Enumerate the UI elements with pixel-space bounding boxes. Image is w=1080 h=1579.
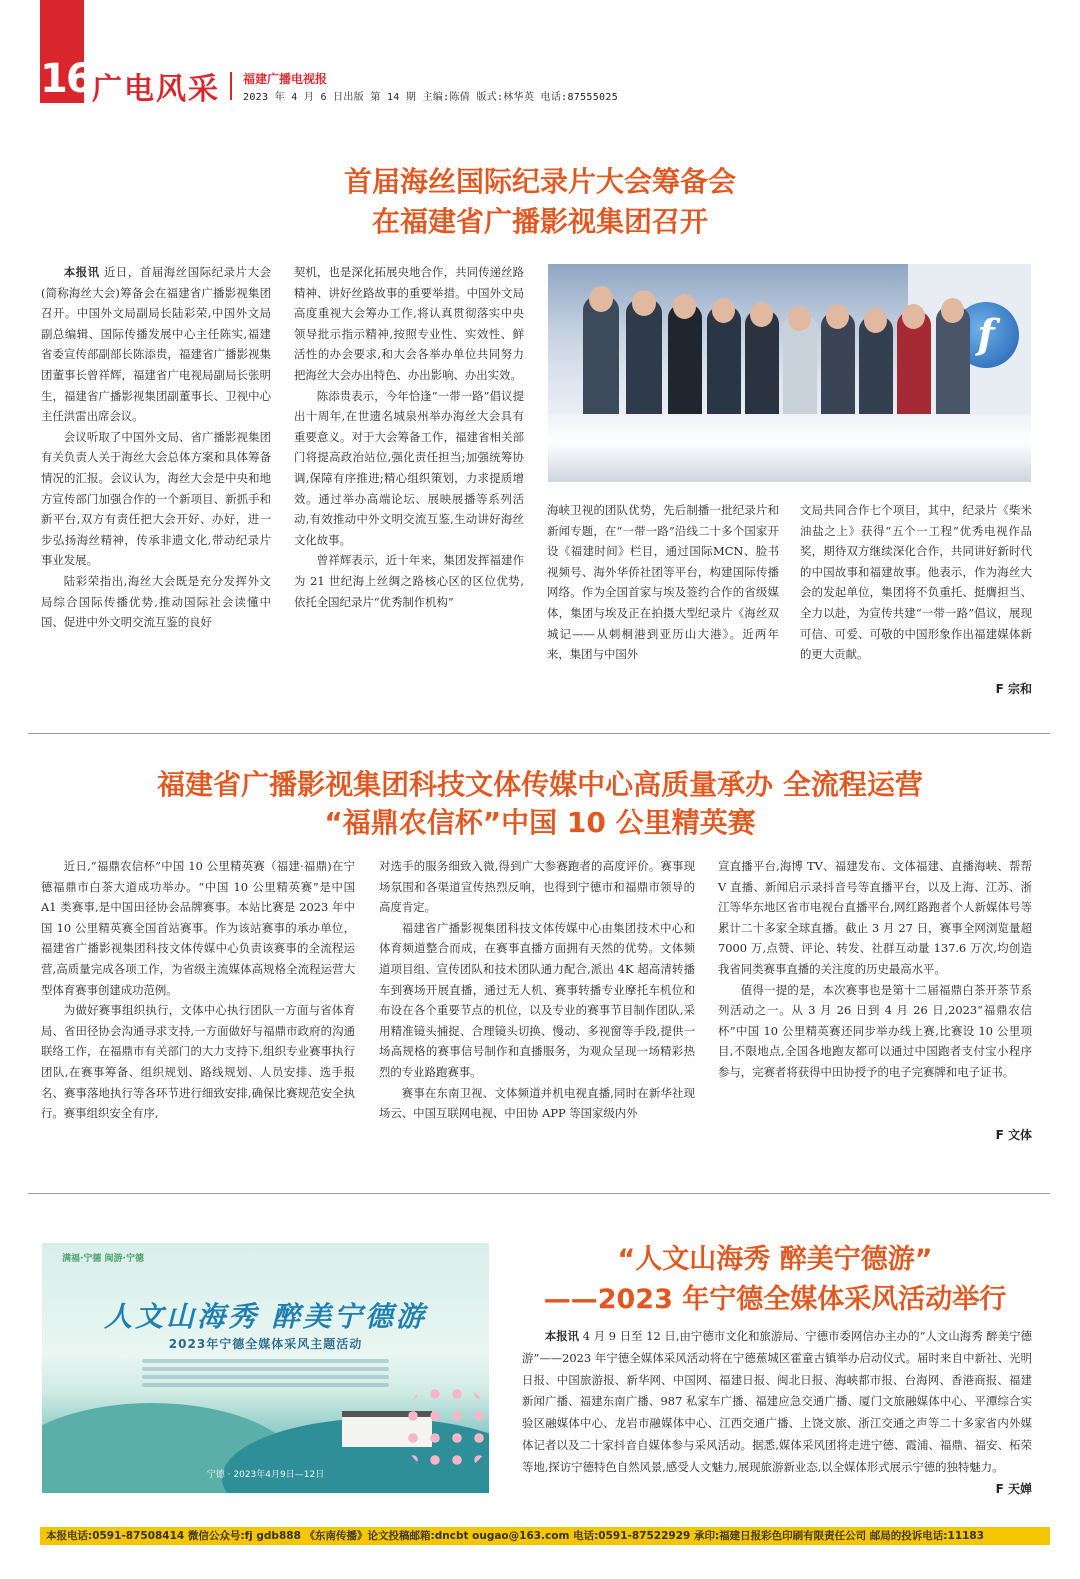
article2-col2-p1: 对选手的服务细致入微,得到广大参赛跑者的高度评价。赛事现场氛围和各渠道宣传热烈反响，也得到宁德市和福鼎市领导的高度肯定。 [379,859,695,915]
article1-byline: F 宗和 [995,682,1032,696]
article2-col2 [379,856,695,1124]
section-divider-2 [28,1193,1050,1194]
news-desk [548,414,1031,482]
article3-title-line1: “人文山海秀 醉美宁德游” [617,1244,933,1275]
poster-organizer-lines [142,1355,389,1391]
article1-title [140,162,940,242]
article2-col3-p1: 宣直播平台,海博 TV、福建发布、文体福建、直播海峡、帮帮 V 直播、新闻启示录抖音号等直播平台，以及上海、江苏、浙江等华东地区省市电视台直播平台,网红路跑者个人新媒体号等累计二十多家全球直播。截止 3 月 27 日，赛事全网浏览量超 7000 万,点赞、评论、转发、社群互动量 137.6 万次,均创造我省同类赛事直播的关注度的历史最高水平。 [718,859,1032,976]
page-number: 16 [40,56,92,102]
section-divider-1 [28,733,1050,734]
ningde-poster-image [42,1243,489,1493]
article2-title [60,766,1020,842]
article3-title-line2: ——2023 年宁德全媒体采风活动举行 [543,1284,1007,1315]
article3-body: 本报讯 4 月 9 日至 12 日,由宁德市文化和旅游局、宁德市委网信办主办的“人文山海秀 醉美宁德游”——2023 年宁德全媒体采风活动将在宁德蕉城区霍童古镇举办启动仪式。届时来自中新社、光明日报、中国旅游报、新华网、中国网、福建日报、闽北日报、海峡都市报、台海网、香港商报、福建新闻广播、福建东南广播、987 私家车广播、福建应急交通广播、厦门文旅融媒体中心、平潭综合实验区融媒体中心、龙岩市融媒体中心、江西交通广播、上饶文旅、浙江交通之声等二十多家省内外媒体记者以及二十家抖音自媒体参与采风活动。据悉,媒体采风团将走进宁德、霞浦、福鼎、福安、柘荣等地,探访宁德特色自然风景,感受人文魅力,展现旅游新业态,以全媒体形式展示宁德的独特魅力。 [522,1329,1032,1474]
article2-byline: F 文体 [995,1128,1032,1142]
article1-col2-p2: 陈添贵表示，今年恰逢“一带一路”倡议提出十周年,在世遗名城泉州举办海丝大会具有重要意义。对于大会筹备工作，福建省相关部门将提高政治站位,强化责任担当;加强统筹协调,保障有序推进;精心组织策划，力求提质增效。通过举办高端论坛、展映展播等系列活动,有效推动中外文明交流互鉴,生动讲好海丝文化故事。 [294,388,524,547]
article1-col1-p1: 本报讯 近日，首届海丝国际纪录片大会(简称海丝大会)筹备会在福建省广播影视集团召开。中国外文局副局长陆彩荣,中国外文局副总编辑、国际传播发展中心主任陈实,福建省委宣传部副部长陈添贵，福建省广播影视集团董事长曾祥辉，福建省广电视局副局长张明生，福建省广播影视集团副董事长、卫视中心主任洪雷出席会议。 [41,265,271,424]
article2-col3 [718,856,1032,1083]
issue-meta: 2023 年 4 月 6 日出版 第 14 期 主编:陈倩 版式:林华英 电话:87555025 [243,92,619,103]
article2-title-line2: “福鼎农信杯”中国 10 公里精英赛 [324,806,756,839]
article1-lead: 本报讯 [63,265,100,279]
poster-logos: 满福·宁德 闽游·宁德 [62,1254,144,1264]
article1-col2-p3: 曾祥辉表示，近十年来，集团发挥福建作为 21 世纪海上丝绸之路核心区的区位优势,依托全国纪录片“优秀制作机构” [294,553,524,609]
poster-title: 人文山海秀 醉美宁德游 [104,1300,427,1333]
article3-title [520,1240,1030,1320]
article1-col1-p3: 陆彩荣指出,海丝大会既是充分发挥外文局综合国际传播优势,推动国际社会读懂中国、促进中外文明交流互鉴的良好 [41,573,271,630]
article1-title-line1: 首届海丝国际纪录片大会筹备会 [343,165,736,198]
article2-col1-p2: 为做好赛事组织执行，文体中心执行团队一方面与省体育局、省田径协会沟通寻求支持,一方面做好与福鼎市政府的沟通联络工作，在福鼎市有关部门的大力支持下,组织专业赛事执行团队,在赛事筹备、组织规划、路线规划、人员安排、选手报名、赛事落地执行等各环节进行细致安排,确保比赛规范安全执行。赛事组织安全有序, [41,1003,355,1121]
meeting-group-photo [548,264,1031,482]
article2-title-line1: 福建省广播影视集团科技文体传媒中心高质量承办 全流程运营 [157,768,923,801]
article1-col4: 文局共同合作七个项目，其中，纪录片《柴米油盐之上》获得“五个一工程”优秀电视作品奖，期待双方继续深化合作，共同讲好新时代的中国故事和福建故事。他表示，作为海丝大会的发起单位，集团将不负重托、挺膺担当、全力以赴，为宣传共建“一带一路”倡议，展现可信、可爱、可敬的中国形象作出福建媒体新的更大贡献。 [800,503,1032,662]
poster-blossom [402,1383,489,1473]
article2-col2-p2: 福建省广播影视集团科技文体传媒中心由集团技术中心和体育频道整合而成，在赛事直播方面拥有天然的优势。文体频道项目组、宣传团队和技术团队通力配合,派出 4K 超高清转播车到赛场开展直播，通过无人机、赛事转播专业摩托车机位和布设在各个重要节点的机位，以及专业的赛事节目制作团队,采用精准镜头捕捉、合理镜头切换、慢动、多视窗等手段,提供一场高规格的赛事信号制作和直播服务，为观众呈现一场精彩热烈的专业路跑赛事。 [379,920,695,1079]
article1-col3: 海峡卫视的团队优势，先后制播一批纪录片和新闻专题，在“一带一路”沿线二十多个国家开设《福建时间》栏目，通过国际MCN、脸书视频号、海外华侨社团等平台，构建国际传播网络。作为全国首家与埃及签约合作的省级媒体，集团与埃及正在拍摄大型纪录片《海丝双城记——从刺桐港到亚历山大港》。近两年来，集团与中国外 [547,503,779,662]
section-title: 广电风采 [92,72,220,107]
poster-subtitle: 2023年宁德全媒体采风主题活动 [168,1337,363,1351]
article1-col1-p2: 会议听取了中国外文局、省广播影视集团有关负责人关于海丝大会总体方案和具体筹备情况的汇报。会议认为，海丝大会是中央和地方宣传部门加强合作的一个新项目、新抓手和新平台,双方有责任把大会开好、办好，进一步弘扬海丝精神，传承非遗文化,带动纪录片事业发展。 [41,429,271,568]
group-of-people [548,264,1031,414]
header-divider [230,72,232,100]
article3-byline: F 天婵 [995,1482,1032,1496]
article2-col1 [41,856,355,1124]
article3-lead: 本报讯 [544,1329,580,1343]
station-logo-icon: f [953,302,1019,368]
article2-col1-p1: 近日,“福鼎农信杯”中国 10 公里精英赛（福建·福鼎)在宁德福鼎市白茶大道成功举办。“中国 10 公里精英赛”是中国 A1 类赛事,是中国田径协会品牌赛事。本站比赛是 2023 年中国 10 公里精英赛全国首站赛事。作为该站赛事的承办单位，福建省广播影视集团科技文体传媒中心负责该赛事的全流程运营,高质量完成各项工作，为省级主流媒体高规格全流程运营大型体育赛事创建成功范例。 [41,859,355,997]
article1-col2-p1: 契机，也是深化拓展央地合作，共同传递丝路精神、讲好丝路故事的重要举措。中国外文局高度重视大会筹办工作,将认真贯彻落实中央领导批示指示精神,按照专业性、实效性、鲜活性的办会要求,和大会各举办单位共同努力把海丝大会办出特色、办出影响、办出实效。 [294,265,524,382]
footer-contact-bar: 本报电话:0591-87508414 微信公众号:fj gdb888 《东南传播》论文投稿邮箱:dncbt ougao@163.com 电话:0591-87522929 承印:福建日报彩色印刷有限责任公司 邮局的投诉电话:11183 [40,1527,1050,1545]
article2-col2-p3: 赛事在东南卫视、文体频道并机电视直播,同时在新华社现场云、中国互联网电视、中田协 APP 等国家级内外 [379,1085,695,1121]
article1-col2 [294,262,524,612]
article1-title-line2: 在福建省广播影视集团召开 [371,205,708,238]
paper-name: 福建广播电视报 [243,72,328,86]
article2-col3-p2: 值得一提的是，本次赛事也是第十二届福鼎白茶开茶节系列活动之一。从 3 月 26 日到 4 月 26 日,2023“福鼎农信杯”中国 10 公里精英赛还同步举办线上赛,比赛设 10 公里项目,不限地点,全国各地跑友都可以通过中国跑者支付宝小程序参与，完赛者将获得中田协授予的电子完赛牌和电子证书。 [718,982,1032,1079]
poster-date: 宁德 · 2023年4月9日—12日 [206,1470,325,1480]
article1-col1 [41,262,271,633]
